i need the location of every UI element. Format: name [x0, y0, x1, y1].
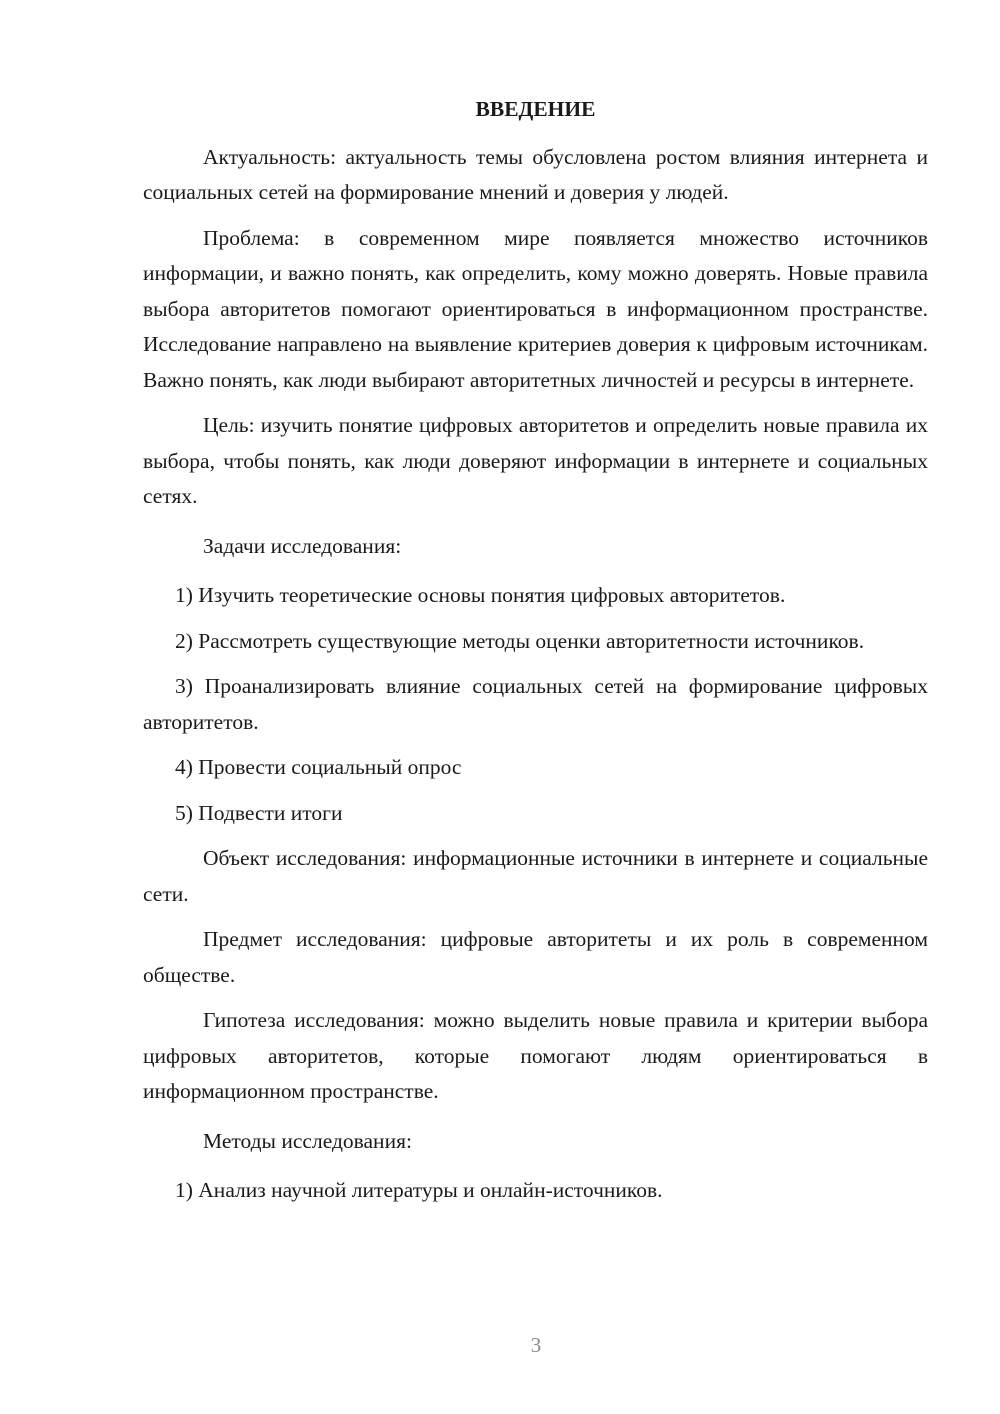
task-item: 2) Рассмотреть существующие методы оценки авторитетности источников. [175, 628, 865, 653]
task-item: 3) Проанализировать влияние социальных сетей на формирование цифровых авторитетов. [143, 674, 928, 734]
subject-paragraph: Предмет исследования: цифровые авторитеты и их роль в современном обществе. [143, 927, 928, 987]
task-item: 1) Изучить теоретические основы понятия цифровых авторитетов. [175, 583, 786, 607]
tasks-title: Задачи исследования: [203, 533, 402, 558]
task-item: 4) Провести социальный опрос [175, 755, 462, 779]
page-content [143, 92, 928, 1219]
methods-title: Методы исследования: [203, 1128, 412, 1153]
section-heading: ВВЕДЕНИЕ [475, 97, 596, 121]
hypothesis-paragraph: Гипотеза исследования: можно выделить новые правила и критерии выбора цифровых авторитетов, которые помогают людям ориентироваться в информационном пространстве. [143, 1008, 928, 1103]
goal-paragraph: Цель: изучить понятие цифровых авторитетов и определить новые правила их выбора, чтобы понять, как люди доверяют информации в интернете и социальных сетях. [143, 413, 928, 508]
page-number: 3 [530, 1333, 542, 1357]
task-item: 5) Подвести итоги [175, 800, 343, 825]
relevance-paragraph: Актуальность: актуальность темы обусловлена ростом влияния интернета и социальных сетей на формирование мнений и доверия у людей. [143, 144, 928, 204]
method-item: 1) Анализ научной литературы и онлайн-источников. [175, 1178, 663, 1202]
object-paragraph: Объект исследования: информационные источники в интернете и социальные сети. [143, 846, 928, 906]
problem-paragraph: Проблема: в современном мире появляется множество источников информации, и важно понять, как определить, кому можно доверять. Новые правила выбора авторитетов помогают ориентироваться в информационном пространстве. Исследование направлено на выявление критериев доверия к цифровым источникам. Важно понять, как люди выбирают авторитетных личностей и ресурсы в интернете. [143, 225, 928, 392]
